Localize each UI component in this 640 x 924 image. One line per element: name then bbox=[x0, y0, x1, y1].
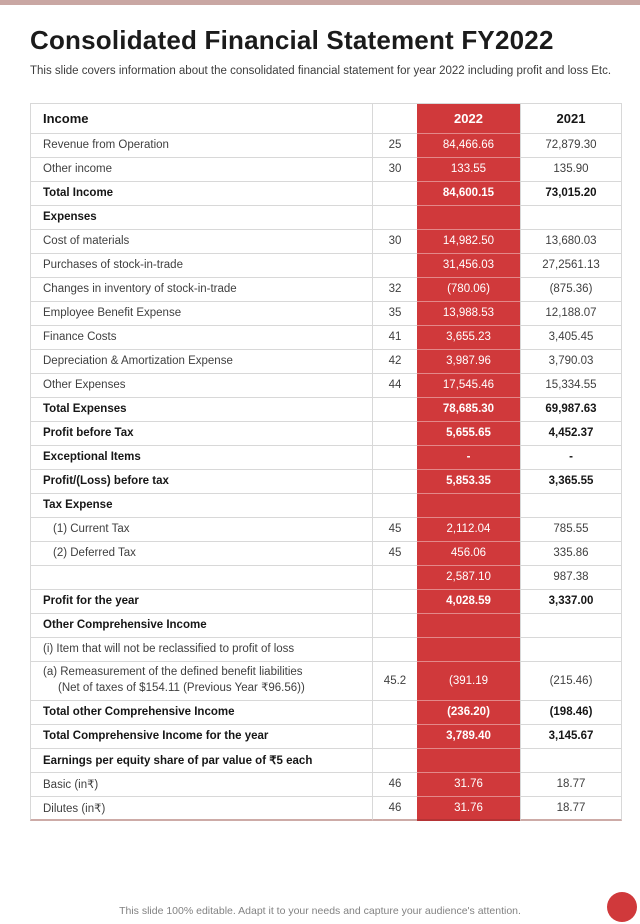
row-2021-value-cell bbox=[520, 206, 622, 230]
column-header-income: Income bbox=[30, 103, 372, 134]
row-label-cell bbox=[30, 254, 372, 278]
row-2021-value-cell: 73,015.20 bbox=[520, 182, 622, 206]
row-note-cell: 30 bbox=[372, 158, 417, 182]
table-row bbox=[30, 566, 622, 590]
row-2022-value-cell: 31.76 bbox=[417, 797, 520, 821]
row-label-line2: (Net of taxes of $154.11 (Previous Year ₹96.56)) bbox=[58, 681, 305, 694]
table-row bbox=[30, 614, 622, 638]
row-label-cell bbox=[30, 326, 372, 350]
row-label-cell bbox=[30, 422, 372, 446]
row-label-cell bbox=[30, 278, 372, 302]
row-2022-value-cell: 4,028.59 bbox=[417, 590, 520, 614]
row-note-cell bbox=[372, 566, 417, 590]
table-row bbox=[30, 206, 622, 230]
row-2022-value-cell: 3,987.96 bbox=[417, 350, 520, 374]
table-row bbox=[30, 590, 622, 614]
row-2021-value-cell: 3,365.55 bbox=[520, 470, 622, 494]
row-2021-value-cell: 987.38 bbox=[520, 566, 622, 590]
table-row bbox=[30, 374, 622, 398]
row-note-cell: 45.2 bbox=[372, 662, 417, 701]
row-label-cell bbox=[30, 374, 372, 398]
table-row bbox=[30, 749, 622, 773]
row-2022-value-cell: (391.19 bbox=[417, 662, 520, 701]
row-2021-value-cell: 18.77 bbox=[520, 797, 622, 821]
row-label: Dilutes (in₹) bbox=[43, 802, 106, 815]
row-note-cell bbox=[372, 614, 417, 638]
row-label: Depreciation & Amortization Expense bbox=[43, 355, 233, 368]
row-label-cell bbox=[30, 230, 372, 254]
row-2022-value-cell: - bbox=[417, 446, 520, 470]
row-2021-value-cell: (875.36) bbox=[520, 278, 622, 302]
row-note-cell: 42 bbox=[372, 350, 417, 374]
row-label-cell bbox=[30, 350, 372, 374]
page-title: Consolidated Financial Statement FY2022 bbox=[30, 25, 554, 55]
row-label: Total Income bbox=[43, 187, 114, 200]
row-label: Profit/(Loss) before tax bbox=[43, 475, 169, 488]
row-2022-value-cell: 14,982.50 bbox=[417, 230, 520, 254]
row-label: Profit before Tax bbox=[43, 427, 134, 440]
red-circle-decoration bbox=[607, 892, 637, 922]
row-label-cell bbox=[30, 614, 372, 638]
row-2021-value-cell: 72,879.30 bbox=[520, 134, 622, 158]
row-note-cell bbox=[372, 494, 417, 518]
table-header-row bbox=[30, 103, 622, 134]
table-row bbox=[30, 638, 622, 662]
row-2021-value-cell: - bbox=[520, 446, 622, 470]
row-note-cell bbox=[372, 590, 417, 614]
row-2021-value-cell bbox=[520, 638, 622, 662]
table-row bbox=[30, 230, 622, 254]
row-2021-value-cell: (198.46) bbox=[520, 701, 622, 725]
table-row bbox=[30, 350, 622, 374]
row-note-cell: 30 bbox=[372, 230, 417, 254]
row-label: Tax Expense bbox=[43, 499, 113, 512]
row-2022-value-cell: 84,600.15 bbox=[417, 182, 520, 206]
row-note-cell bbox=[372, 725, 417, 749]
row-note-cell bbox=[372, 422, 417, 446]
column-header-2022: 2022 bbox=[417, 103, 520, 134]
row-label: Cost of materials bbox=[43, 235, 130, 248]
table-row bbox=[30, 302, 622, 326]
row-2022-value-cell bbox=[417, 494, 520, 518]
row-note-cell bbox=[372, 182, 417, 206]
row-2021-value-cell: 785.55 bbox=[520, 518, 622, 542]
row-label-cell bbox=[30, 773, 372, 797]
row-label: Finance Costs bbox=[43, 331, 117, 344]
row-note-cell: 44 bbox=[372, 374, 417, 398]
top-accent-bar bbox=[0, 0, 640, 5]
row-label: (i) Item that will not be reclassified to profit of loss bbox=[43, 643, 295, 656]
row-note-cell: 46 bbox=[372, 773, 417, 797]
row-label: Purchases of stock-in-trade bbox=[43, 259, 183, 272]
row-label: Total Expenses bbox=[43, 403, 127, 416]
footer-note: This slide 100% editable. Adapt it to your needs and capture your audience's attention. bbox=[119, 905, 521, 917]
row-label-cell bbox=[30, 566, 372, 590]
row-2022-value-cell: 84,466.66 bbox=[417, 134, 520, 158]
financial-statement-table bbox=[30, 103, 622, 821]
row-2022-value-cell: 2,587.10 bbox=[417, 566, 520, 590]
row-2022-value-cell: 31.76 bbox=[417, 773, 520, 797]
column-header-note bbox=[372, 103, 417, 134]
row-label: Basic (in₹) bbox=[43, 779, 99, 792]
row-label: Other income bbox=[43, 163, 113, 176]
row-label-cell bbox=[30, 470, 372, 494]
row-2021-value-cell: 4,452.37 bbox=[520, 422, 622, 446]
row-note-cell bbox=[372, 701, 417, 725]
row-label: Expenses bbox=[43, 211, 97, 224]
row-note-cell bbox=[372, 446, 417, 470]
page-subtitle: This slide covers information about the consolidated financial statement for year 2022 including profit and loss Etc. bbox=[30, 65, 612, 77]
table-row bbox=[30, 470, 622, 494]
table-row bbox=[30, 494, 622, 518]
row-label: Total other Comprehensive Income bbox=[43, 706, 235, 719]
row-2021-value-cell: 13,680.03 bbox=[520, 230, 622, 254]
row-2022-value-cell: 5,655.65 bbox=[417, 422, 520, 446]
row-note-cell: 35 bbox=[372, 302, 417, 326]
row-label-cell bbox=[30, 158, 372, 182]
row-2022-value-cell: 2,112.04 bbox=[417, 518, 520, 542]
row-2021-value-cell bbox=[520, 749, 622, 773]
row-note-cell bbox=[372, 398, 417, 422]
row-label-cell bbox=[30, 749, 372, 773]
table-row bbox=[30, 662, 622, 701]
column-header-2021: 2021 bbox=[520, 103, 622, 134]
row-label-cell bbox=[30, 638, 372, 662]
row-label: (2) Deferred Tax bbox=[53, 547, 136, 560]
row-2022-value-cell: 13,988.53 bbox=[417, 302, 520, 326]
row-2021-value-cell: 15,334.55 bbox=[520, 374, 622, 398]
row-label: Employee Benefit Expense bbox=[43, 307, 182, 320]
row-2022-value-cell: 3,655.23 bbox=[417, 326, 520, 350]
row-2022-value-cell: 17,545.46 bbox=[417, 374, 520, 398]
row-label: Revenue from Operation bbox=[43, 139, 169, 152]
row-2022-value-cell bbox=[417, 206, 520, 230]
row-2022-value-cell: 3,789.40 bbox=[417, 725, 520, 749]
row-2021-value-cell: 3,790.03 bbox=[520, 350, 622, 374]
table-row bbox=[30, 422, 622, 446]
row-2022-value-cell: 78,685.30 bbox=[417, 398, 520, 422]
row-2022-value-cell: 31,456.03 bbox=[417, 254, 520, 278]
table-row bbox=[30, 518, 622, 542]
row-label-cell bbox=[30, 182, 372, 206]
table-row bbox=[30, 797, 622, 821]
row-2022-value-cell: 456.06 bbox=[417, 542, 520, 566]
row-note-cell bbox=[372, 749, 417, 773]
row-label: Total Comprehensive Income for the year bbox=[43, 730, 269, 743]
row-note-cell: 32 bbox=[372, 278, 417, 302]
row-label-cell bbox=[30, 302, 372, 326]
row-note-cell bbox=[372, 254, 417, 278]
row-note-cell: 41 bbox=[372, 326, 417, 350]
table-row bbox=[30, 326, 622, 350]
table-row bbox=[30, 725, 622, 749]
row-2022-value-cell bbox=[417, 614, 520, 638]
row-label: Changes in inventory of stock-in-trade bbox=[43, 283, 237, 296]
row-label-cell bbox=[30, 701, 372, 725]
row-2021-value-cell: 69,987.63 bbox=[520, 398, 622, 422]
table-row bbox=[30, 398, 622, 422]
row-label-cell bbox=[30, 446, 372, 470]
row-label: (1) Current Tax bbox=[53, 523, 130, 536]
row-2022-value-cell: 133.55 bbox=[417, 158, 520, 182]
table-row bbox=[30, 542, 622, 566]
row-label-cell bbox=[30, 725, 372, 749]
row-label: Exceptional Items bbox=[43, 451, 141, 464]
row-2021-value-cell: 3,337.00 bbox=[520, 590, 622, 614]
row-2021-value-cell: 27,2561.13 bbox=[520, 254, 622, 278]
row-2021-value-cell: 12,188.07 bbox=[520, 302, 622, 326]
row-2021-value-cell: 18.77 bbox=[520, 773, 622, 797]
row-label: Other Comprehensive Income bbox=[43, 619, 207, 632]
row-label-cell bbox=[30, 542, 372, 566]
row-2022-value-cell bbox=[417, 749, 520, 773]
row-note-cell: 45 bbox=[372, 542, 417, 566]
row-2021-value-cell bbox=[520, 494, 622, 518]
row-2022-value-cell bbox=[417, 638, 520, 662]
row-label-cell bbox=[30, 797, 372, 821]
table-row bbox=[30, 254, 622, 278]
row-note-cell bbox=[372, 206, 417, 230]
row-label: Profit for the year bbox=[43, 595, 139, 608]
table-row bbox=[30, 773, 622, 797]
row-label-cell bbox=[30, 398, 372, 422]
row-label: Other Expenses bbox=[43, 379, 126, 392]
table-row bbox=[30, 446, 622, 470]
row-2022-value-cell: (236.20) bbox=[417, 701, 520, 725]
row-2022-value-cell: 5,853.35 bbox=[417, 470, 520, 494]
footer bbox=[0, 905, 640, 917]
row-note-cell: 46 bbox=[372, 797, 417, 821]
table-row bbox=[30, 182, 622, 206]
table-row bbox=[30, 701, 622, 725]
row-label: (a) Remeasurement of the defined benefit liabilities bbox=[43, 666, 303, 679]
row-2022-value-cell: (780.06) bbox=[417, 278, 520, 302]
table-row bbox=[30, 134, 622, 158]
row-note-cell: 25 bbox=[372, 134, 417, 158]
row-2021-value-cell: 3,405.45 bbox=[520, 326, 622, 350]
row-label-cell bbox=[30, 134, 372, 158]
row-2021-value-cell: 335.86 bbox=[520, 542, 622, 566]
table-row bbox=[30, 158, 622, 182]
table-row bbox=[30, 278, 622, 302]
row-label-cell bbox=[30, 206, 372, 230]
row-label-cell bbox=[30, 518, 372, 542]
row-label-cell bbox=[30, 662, 372, 701]
row-note-cell: 45 bbox=[372, 518, 417, 542]
row-label-cell bbox=[30, 590, 372, 614]
row-2021-value-cell bbox=[520, 614, 622, 638]
row-label-cell bbox=[30, 494, 372, 518]
row-note-cell bbox=[372, 638, 417, 662]
row-label: Earnings per equity share of par value of ₹5 each bbox=[43, 755, 313, 768]
slide-content bbox=[0, 25, 640, 821]
row-2021-value-cell: (215.46) bbox=[520, 662, 622, 701]
row-note-cell bbox=[372, 470, 417, 494]
row-2021-value-cell: 135.90 bbox=[520, 158, 622, 182]
row-2021-value-cell: 3,145.67 bbox=[520, 725, 622, 749]
